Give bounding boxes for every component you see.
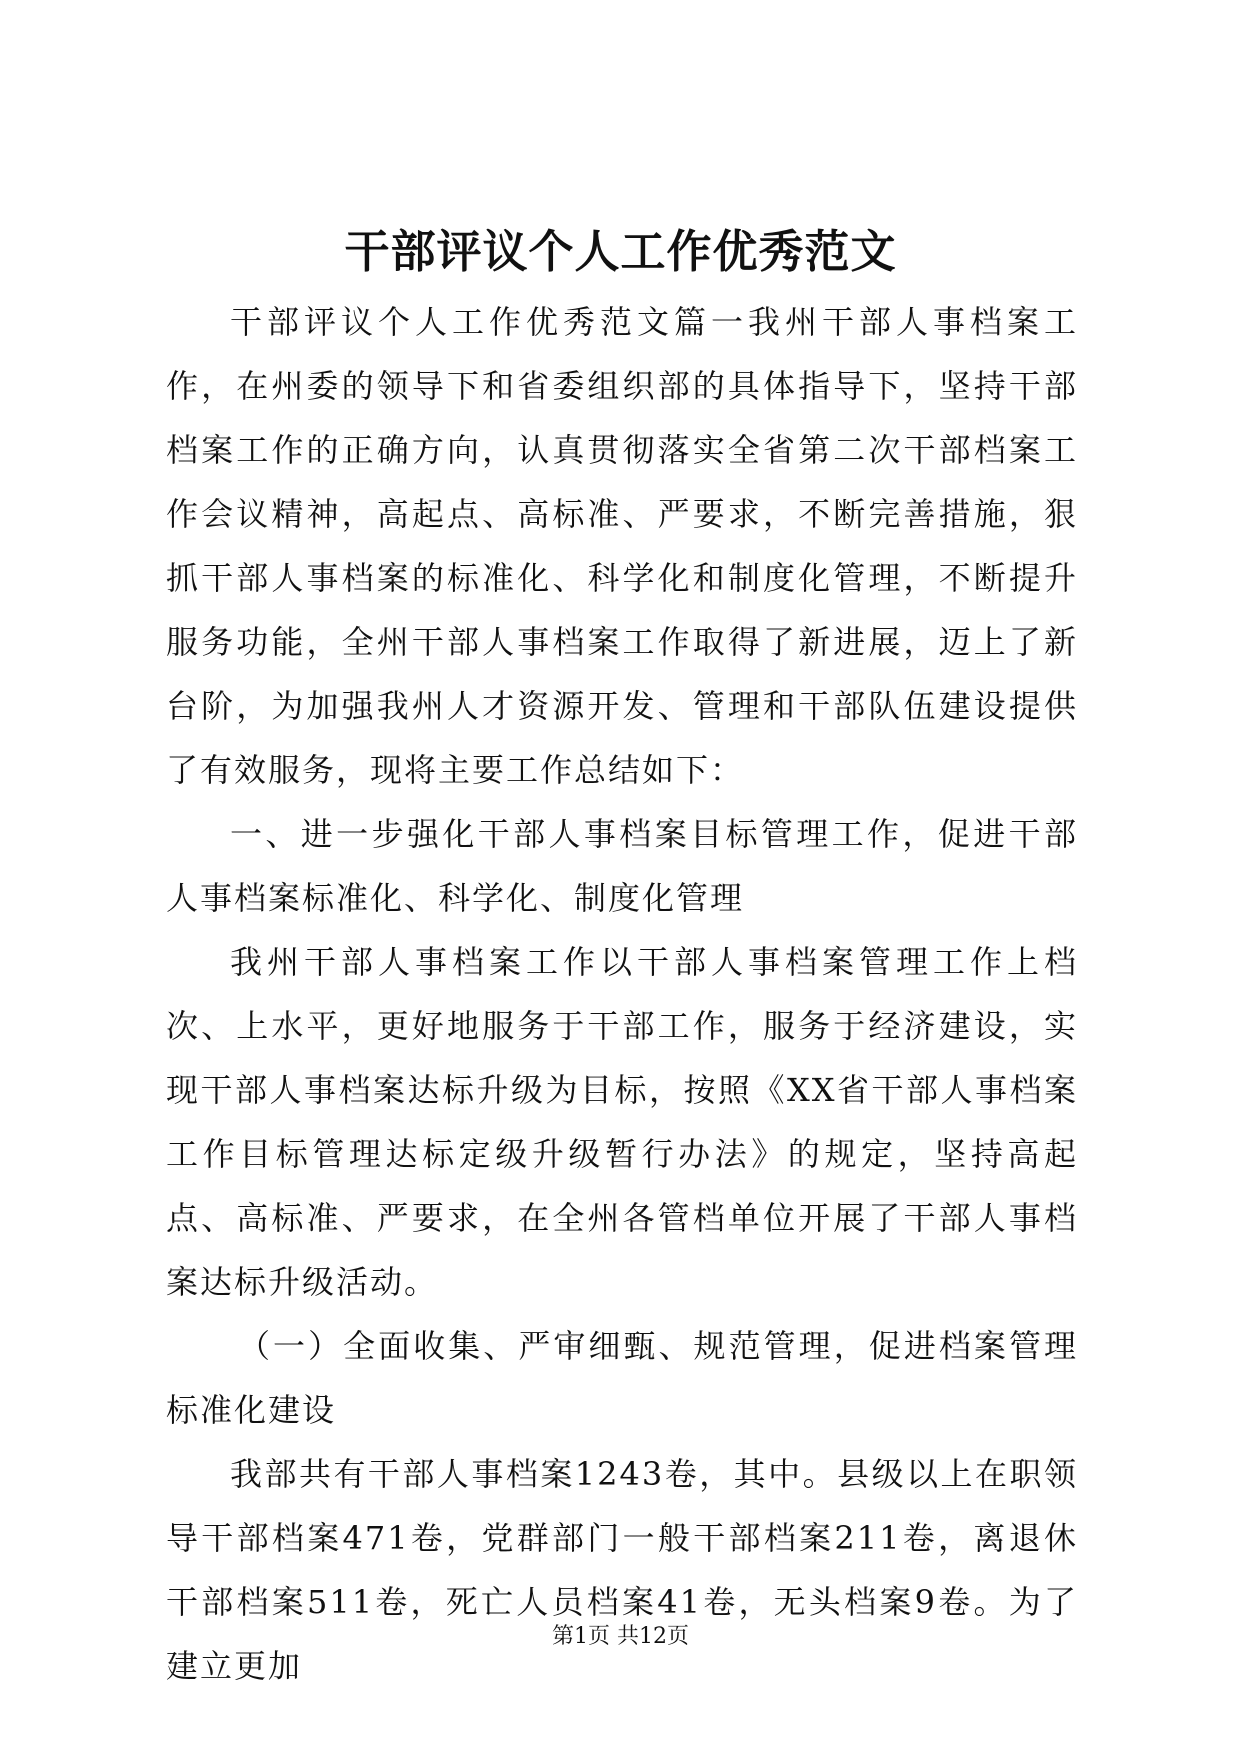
page-footer: 第1页 共12页: [552, 1624, 689, 1649]
paragraph-subsection-1: 我部共有干部人事档案1243卷，其中。县级以上在职领导干部档案471卷，党群部门一般干部档案211卷，离退休干部档案511卷，死亡人员档案41卷，无头档案9卷。为了建立更加: [166, 1455, 1078, 1685]
subsection-heading-1: （一）全面收集、严审细甄、规范管理，促进档案管理标准化建设: [166, 1327, 1078, 1429]
document-body: [166, 290, 1078, 1698]
document-title: 干部评议个人工作优秀范文: [344, 225, 897, 278]
section-heading-1: 一、进一步强化干部人事档案目标管理工作，促进干部人事档案标准化、科学化、制度化管理: [166, 815, 1078, 917]
paragraph-intro: 干部评议个人工作优秀范文篇一我州干部人事档案工作，在州委的领导下和省委组织部的具体指导下，坚持干部档案工作的正确方向，认真贯彻落实全省第二次干部档案工作会议精神，高起点、高标准、严要求，不断完善措施，狠抓干部人事档案的标准化、科学化和制度化管理，不断提升服务功能，全州干部人事档案工作取得了新进展，迈上了新台阶，为加强我州人才资源开发、管理和干部队伍建设提供了有效服务，现将主要工作总结如下：: [166, 303, 1078, 789]
paragraph-section-1: 我州干部人事档案工作以干部人事档案管理工作上档次、上水平，更好地服务于干部工作，服务于经济建设，实现干部人事档案达标升级为目标，按照《XX省干部人事档案工作目标管理达标定级升级暂行办法》的规定，坚持高起点、高标准、严要求，在全州各管档单位开展了干部人事档案达标升级活动。: [166, 943, 1078, 1301]
